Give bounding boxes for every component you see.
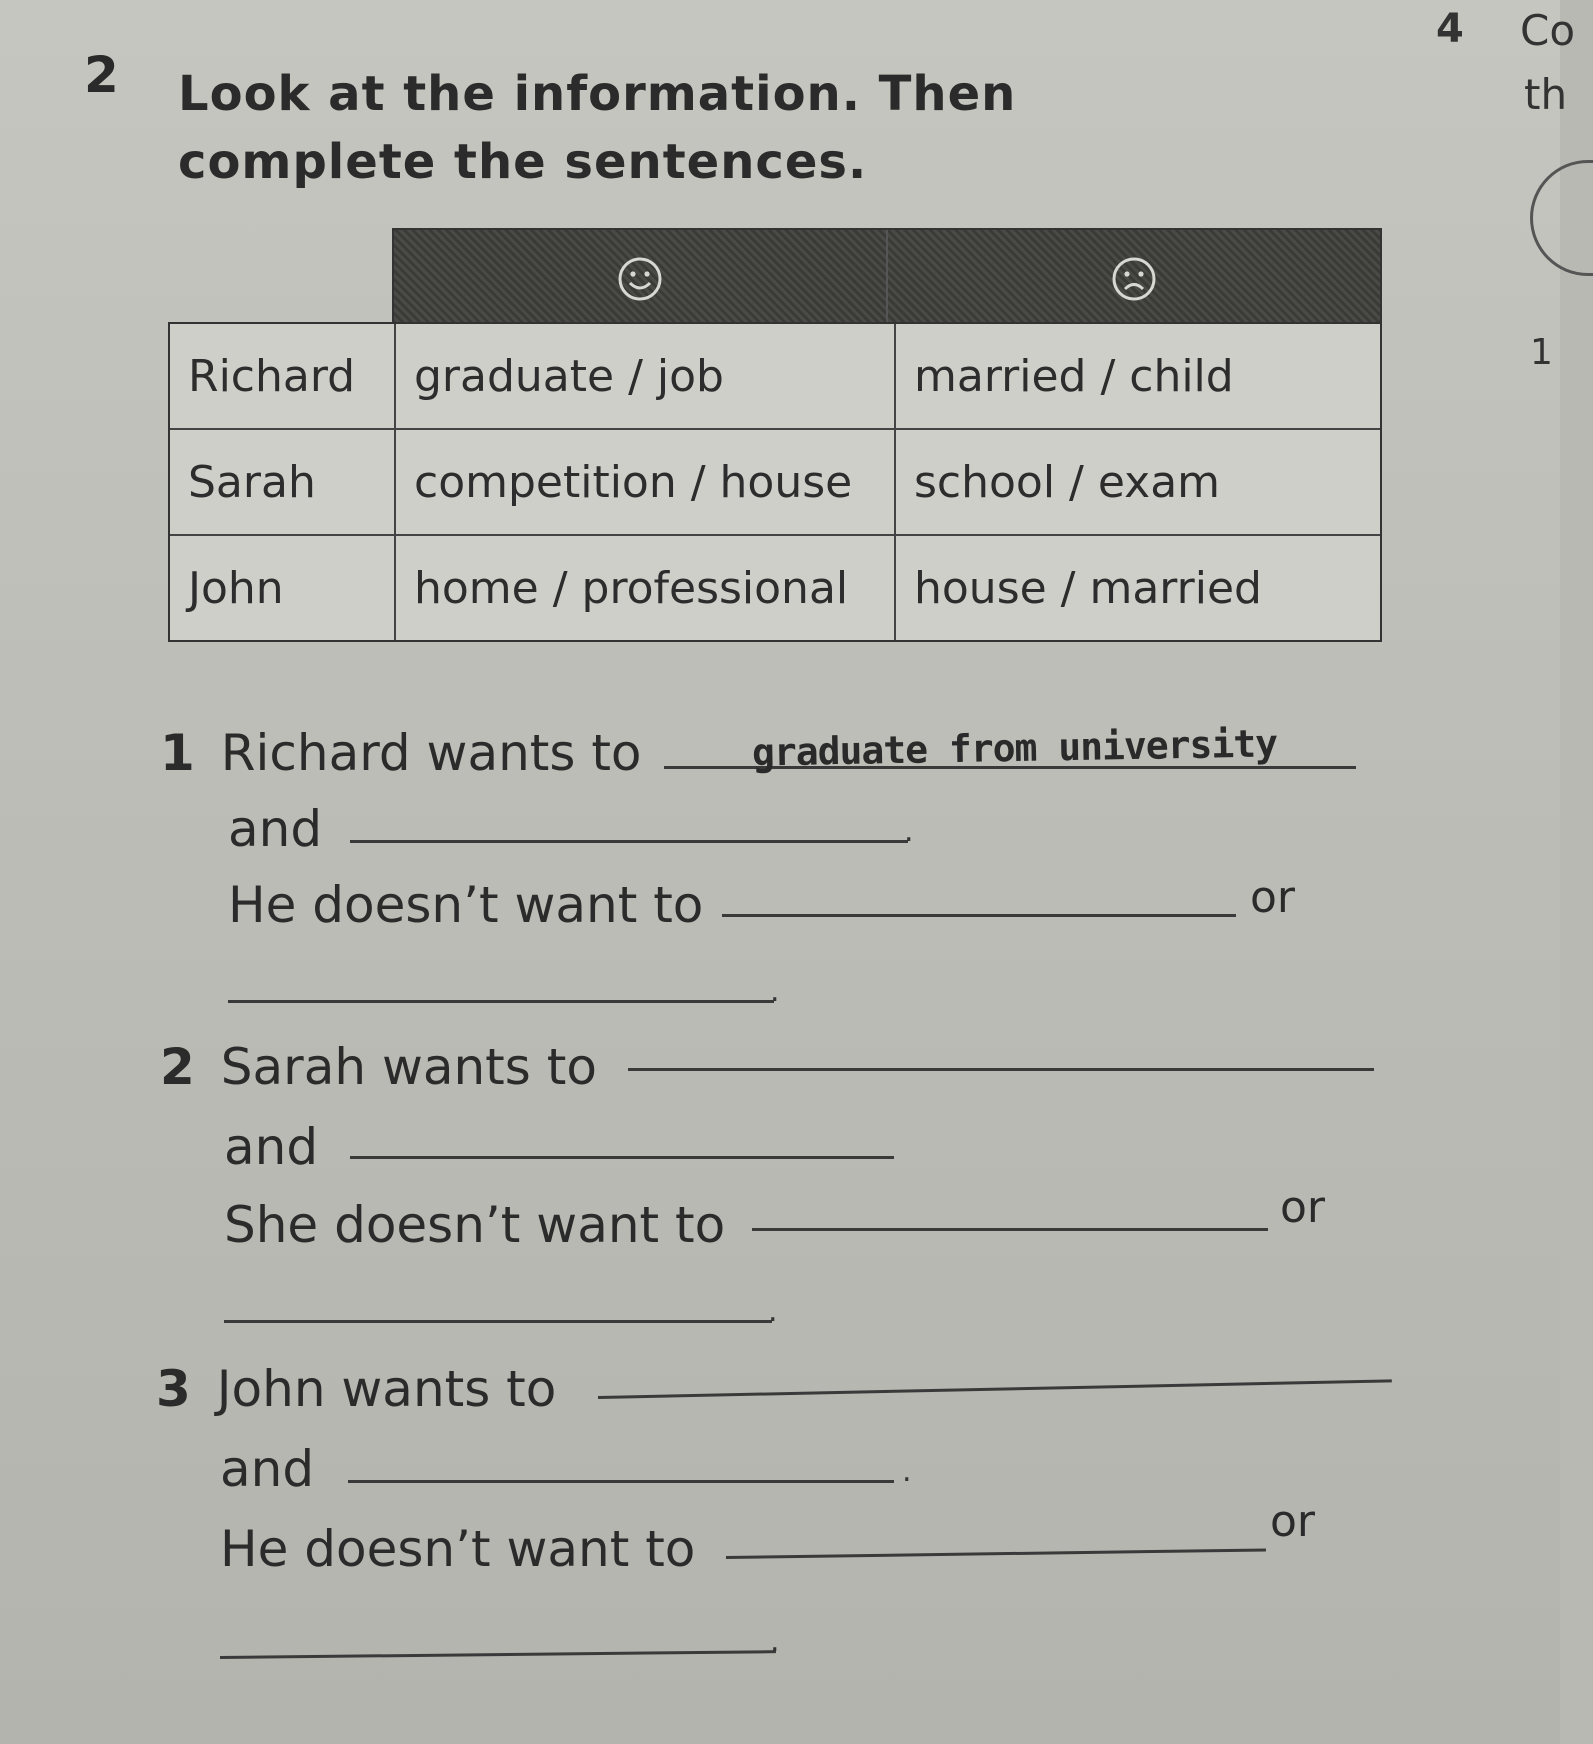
item-number: 1 [160, 724, 195, 782]
item-2-doesnt-blank[interactable] [752, 1228, 1268, 1231]
item-2-doesnt-want: She doesn’t want to [224, 1196, 726, 1254]
period: . [902, 1454, 912, 1489]
item-2-wants-line [160, 1038, 597, 1096]
item-1-doesnt-blank[interactable] [722, 914, 1236, 917]
period: . [770, 974, 780, 1009]
next-exercise-number: 4 [1436, 6, 1464, 52]
item-2-and: and [224, 1118, 319, 1176]
likes-cell: competition / house [394, 430, 894, 534]
dislikes-cell: house / married [894, 536, 1376, 640]
next-exercise-heading-fragment: Co [1520, 6, 1576, 55]
item-prompt: John wants to [216, 1360, 557, 1418]
item-2-answer-blank[interactable] [628, 1068, 1374, 1071]
period: . [768, 1294, 778, 1329]
next-exercise-item-number: 1 [1530, 332, 1553, 373]
person-name-cell: Richard [188, 350, 356, 402]
item-3-and: and [220, 1440, 315, 1498]
item-number: 2 [160, 1038, 195, 1096]
table-header-dislikes [886, 230, 1380, 328]
margin-bracket-shape [1530, 160, 1593, 276]
item-prompt: Richard wants to [220, 724, 642, 782]
smiley-face-icon [617, 256, 663, 302]
exercise-number: 2 [84, 46, 119, 104]
item-prompt: Sarah wants to [220, 1038, 597, 1096]
next-exercise-text-fragment: th [1524, 70, 1568, 119]
item-1-or-blank[interactable] [228, 1000, 774, 1003]
item-1-and: and [228, 800, 323, 858]
item-3-or: or [1270, 1496, 1316, 1547]
item-3-doesnt-want: He doesn’t want to [220, 1520, 696, 1578]
table-header-likes [394, 230, 886, 328]
dislikes-cell: school / exam [894, 430, 1376, 534]
exercise-instruction: Look at the information. Then complete the sentences. [178, 66, 1017, 190]
table-row [170, 534, 1380, 640]
period: . [904, 814, 914, 849]
sad-face-icon [1111, 256, 1157, 302]
item-3-and-blank[interactable] [348, 1480, 894, 1483]
table-row [170, 324, 1380, 428]
likes-cell: graduate / job [394, 324, 894, 428]
item-1-and-blank[interactable] [350, 840, 908, 843]
item-1-wants-line [160, 724, 642, 782]
period: . [770, 1624, 780, 1659]
item-1-handwritten-answer: graduate from university [751, 721, 1278, 775]
table-body [168, 322, 1382, 642]
item-1-doesnt-want: He doesn’t want to [228, 876, 704, 934]
item-2-or: or [1280, 1182, 1326, 1233]
person-name-cell: John [188, 562, 284, 614]
item-1-or: or [1250, 872, 1296, 923]
table-row [170, 428, 1380, 534]
item-2-and-blank[interactable] [350, 1156, 894, 1159]
item-number: 3 [156, 1360, 191, 1418]
dislikes-cell: married / child [894, 324, 1376, 428]
item-2-or-blank[interactable] [224, 1320, 772, 1323]
item-3-doesnt-blank[interactable] [726, 1548, 1266, 1559]
item-3-answer-blank[interactable] [598, 1379, 1392, 1399]
item-3-or-blank[interactable] [220, 1650, 776, 1659]
item-3-wants-line [156, 1360, 556, 1418]
person-name-cell: Sarah [188, 456, 316, 508]
likes-cell: home / professional [394, 536, 894, 640]
table-header-row [392, 228, 1382, 330]
